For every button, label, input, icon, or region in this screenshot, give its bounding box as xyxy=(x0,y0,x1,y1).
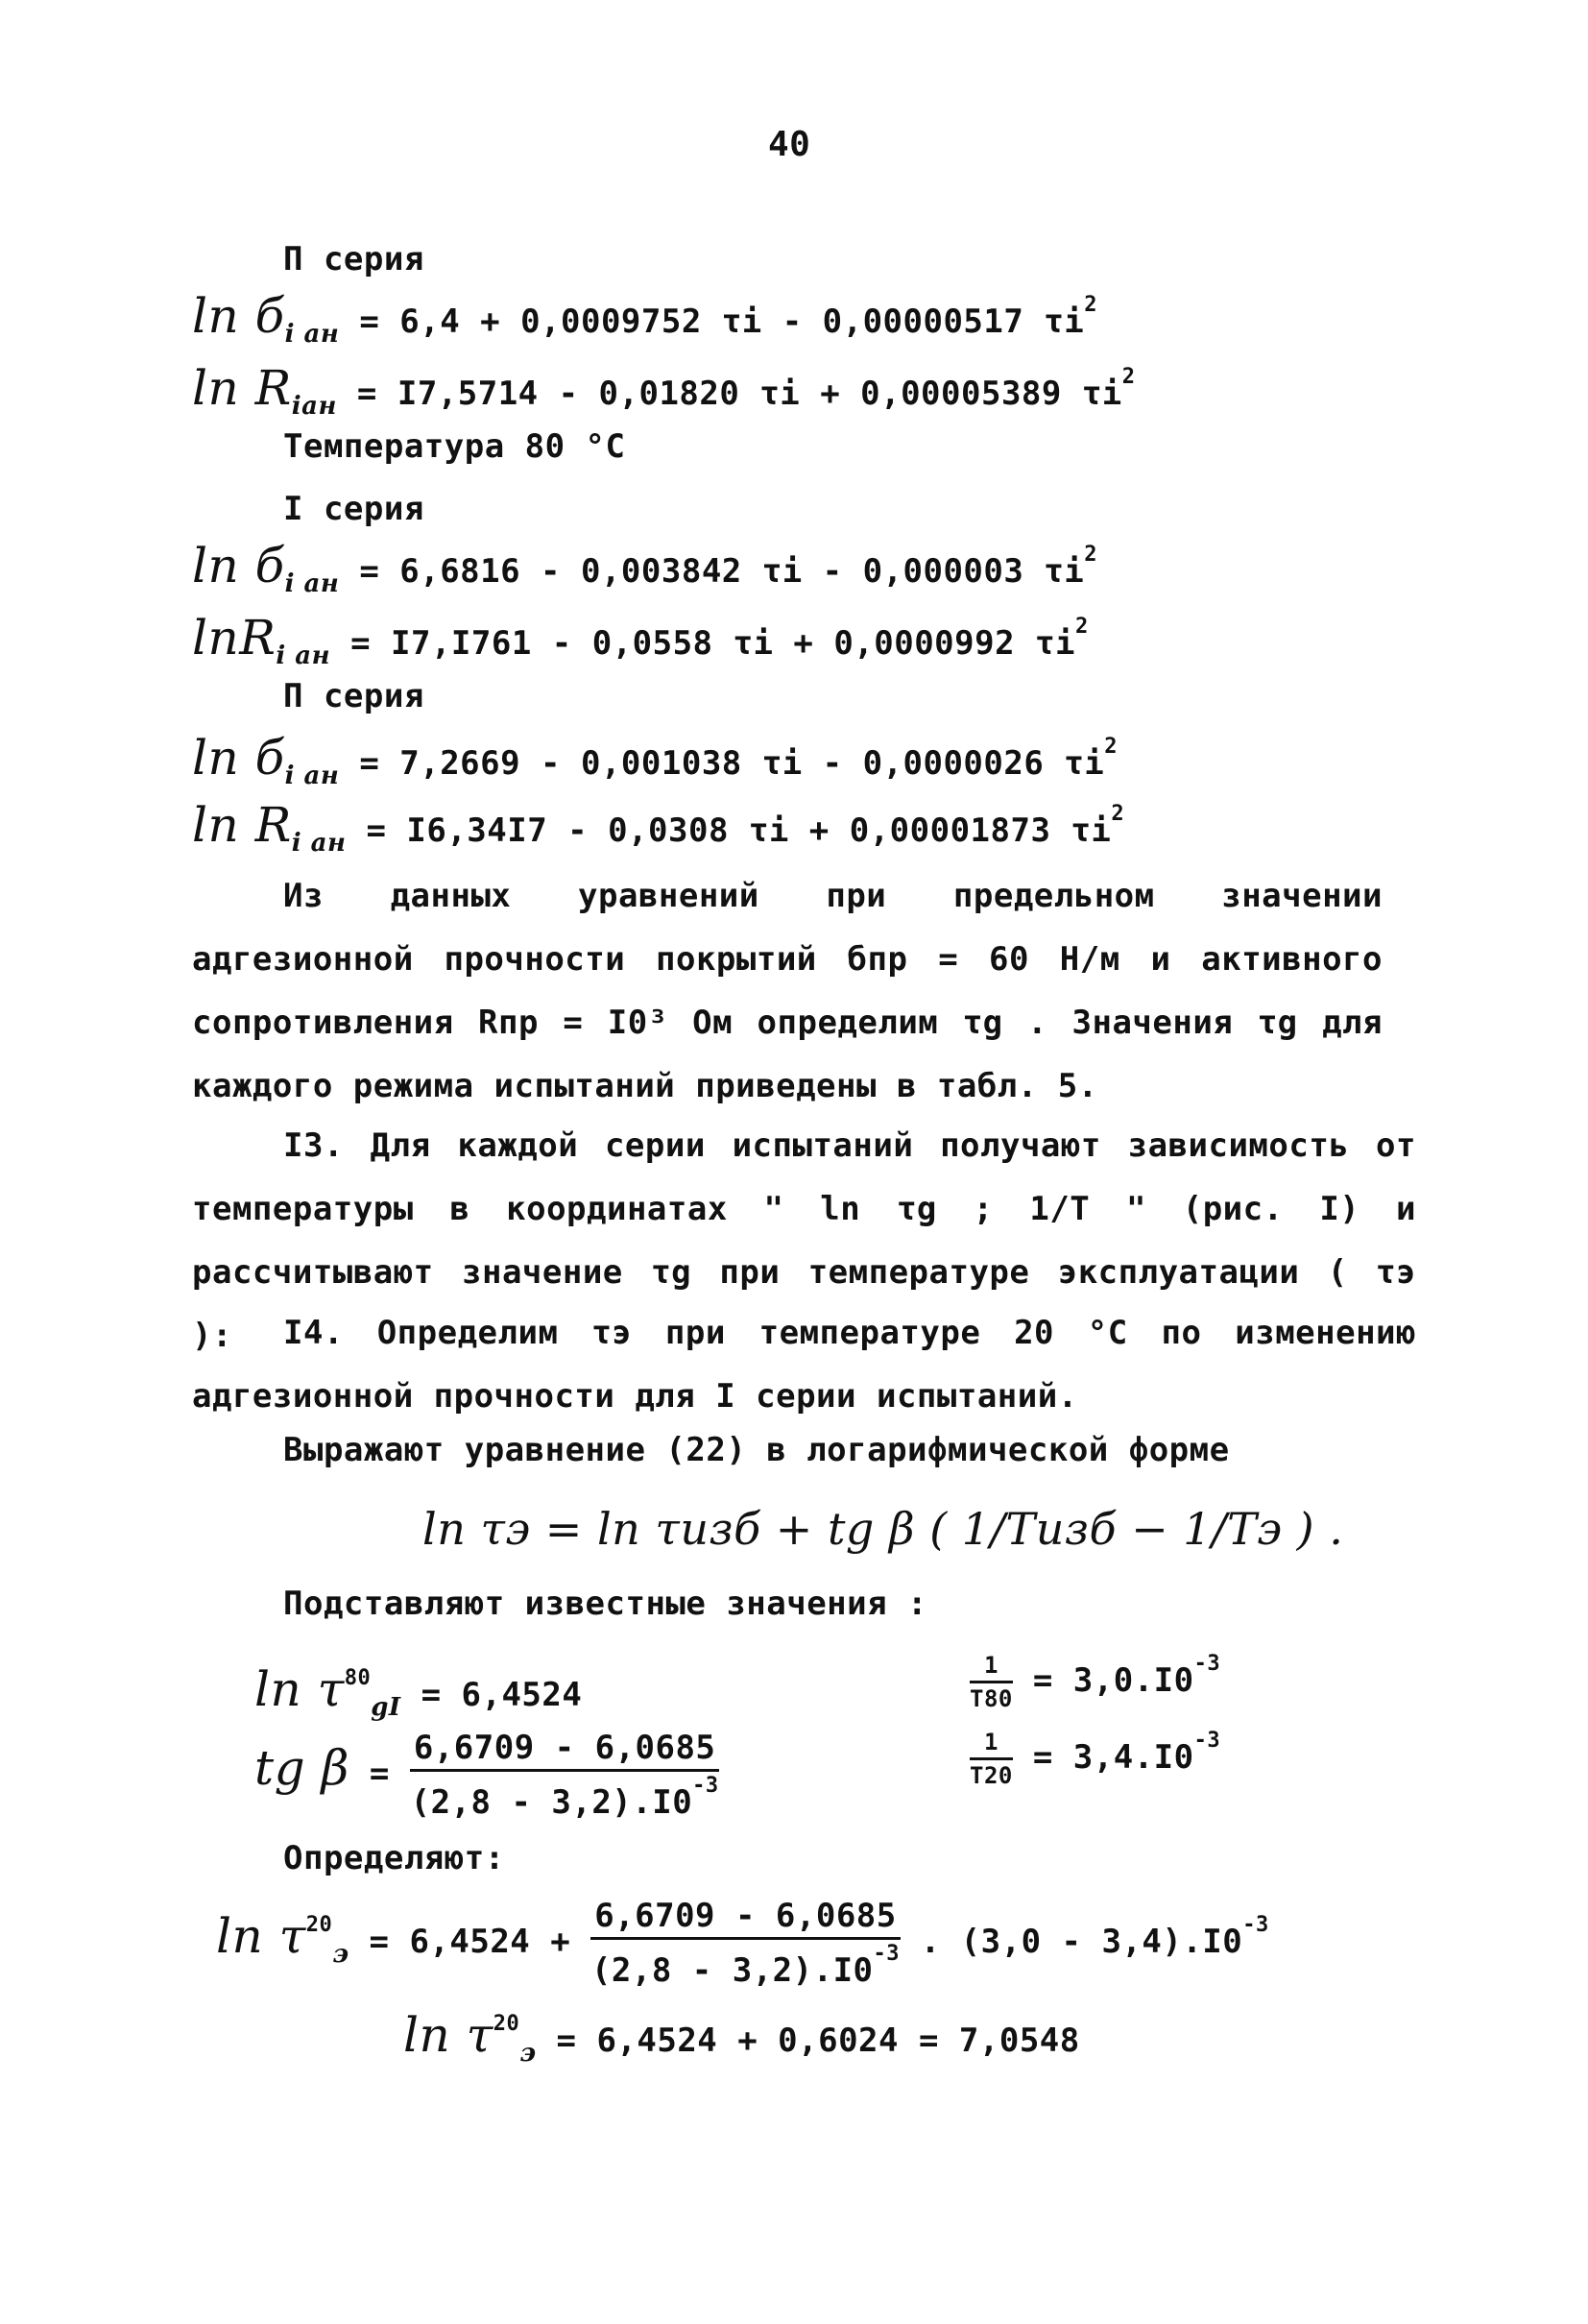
equation-line: $\ln б_{i ан} = 6,6816 - 0,003842$ τi - 0,000003 $\tau i^2$ xyxy=(192,538,1097,598)
known-inv-t80: $\frac{1}{T80}$ = $3,0.I0^{-3}$ xyxy=(970,1652,1221,1712)
series-heading: I серия xyxy=(283,490,424,528)
known-tg-beta: tg β = $\frac{6,6709 - 6,0685}{(2,8 - 3,2).I0^{-3}}$ xyxy=(254,1729,719,1822)
determine-heading: Определяют: xyxy=(283,1839,505,1877)
paragraph: I3. Для каждой серии испытаний получают зависимость от температуры в координатах " ln τg ; 1/T " (рис. I) и рассчитывают значение τg при температуре эксплуатации ( τэ ): xyxy=(192,1126,1416,1355)
paragraph: Из данных уравнений при предельном значении адгезионной прочности покрытий бпр = 60 Н/м и активного сопротивления Rпр = I0³ Ом определим τg . Значения τg для каждого режима испытаний приведены в табл. 5. xyxy=(192,877,1383,1105)
known-values-heading: Подставляют известные значения : xyxy=(283,1585,928,1623)
paragraph: Выражают уравнение (22) в логарифмической форме xyxy=(283,1431,1230,1469)
temperature-heading: Температура 80 °C xyxy=(283,427,626,466)
series-heading: П серия xyxy=(283,677,424,715)
equation-line: lnR$_{i ан}$ = I7,I761 - 0,0558 τi + 0,0000992 $\tau i^2$ xyxy=(192,610,1089,670)
series-heading: П серия xyxy=(283,240,424,278)
final-result: $\ln \tau^{20}_э = 6,4524 + 0,6024 = 7,0548$ xyxy=(403,2007,1080,2068)
paragraph: I4. Определим τэ при температуре 20 °C по изменению адгезионной прочности для I серии испытаний. xyxy=(192,1314,1416,1416)
page-number: 40 xyxy=(768,125,811,164)
result-equation: $\ln \tau^{20}_э = 6,4524$ + $\frac{6,6709 - 6,0685}{(2,8 - 3,2).I0^{-3}}$ . $(3,0 - 3,4).I0^{-3}$ xyxy=(216,1897,1269,1990)
equation-line: $\ln б_{i ан} = 6,4 + 0,0009752$ τi - 0,00000517 $\tau i^2$ xyxy=(192,288,1097,349)
equation-line: $\ln б_{i ан} = 7,2669 - 0,001038$ τi - 0,0000026 $\tau i^2$ xyxy=(192,730,1118,790)
equation-line: $\ln R_{iан} = I7,5714 - 0,01820$ τi + 0,00005389 $\tau i^2$ xyxy=(192,360,1136,421)
equation-line: $\ln R_{i ан} = I6,34I7 - 0,0308$ τi + 0,00001873 $\tau i^2$ xyxy=(192,797,1125,858)
known-inv-t20: $\frac{1}{T20}$ = $3,4.I0^{-3}$ xyxy=(970,1729,1221,1789)
log-form-equation: ln τэ = ln τизб + tg β ( 1/Tизб − 1/Tэ ) . xyxy=(422,1503,1344,1555)
known-ln-tau: $\ln \tau^{80}_{gI} = 6,4524$ xyxy=(254,1661,583,1722)
